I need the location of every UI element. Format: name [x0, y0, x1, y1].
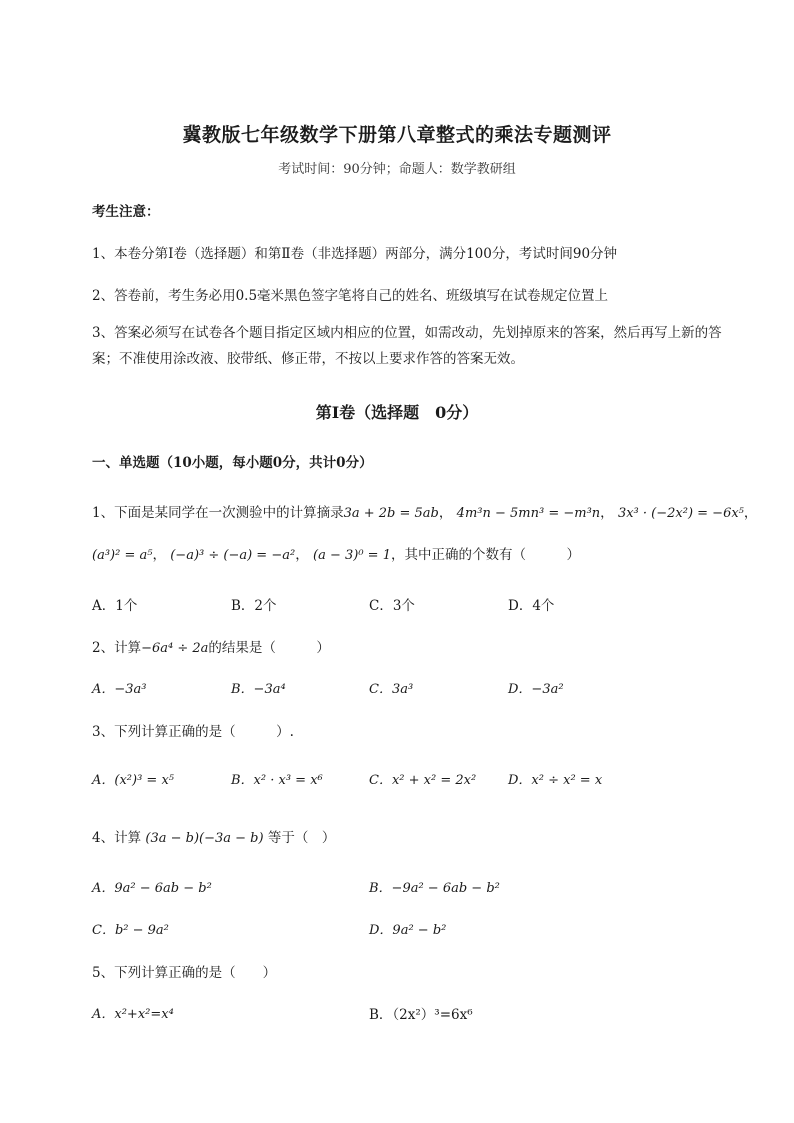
question-1-option-a[interactable]: A．1个 — [92, 598, 138, 614]
question-1-option-d[interactable]: D．4个 — [508, 598, 555, 614]
question-4-option-d[interactable]: D．9a² − b² — [369, 923, 447, 938]
question-2-line — [92, 636, 330, 656]
question-1-expr-1: 3a + 2b = 5ab — [343, 506, 439, 521]
question-2-stem: 2、计算 — [92, 640, 142, 656]
question-3-stem: 3、下列计算正确的是（ ）. — [92, 724, 294, 740]
question-4-option-c[interactable]: C．b² − 9a² — [92, 923, 169, 938]
exam-subtitle: 考试时间：90分钟；命题人：数学教研组 — [278, 162, 516, 177]
question-1-expr-3: 3x³ · (−2x²) = −6x⁵ — [617, 506, 744, 521]
question-3-option-b[interactable]: B．x² · x³ = x⁶ — [231, 773, 323, 788]
part-heading: 一、单选题（10小题，每小题0分，共计0分） — [92, 455, 373, 471]
question-1-expr-6: (a − 3)⁰ = 1 — [313, 548, 391, 563]
question-2-option-b[interactable]: B．−3a⁴ — [231, 682, 286, 697]
section-title: 第I卷（选择题 0分） — [315, 403, 479, 422]
question-1-expr-5: (−a)³ ÷ (−a) = −a² — [170, 548, 296, 563]
question-3-option-a[interactable]: A．(x²)³ = x⁵ — [92, 773, 174, 788]
exam-title: 冀教版七年级数学下册第八章整式的乘法专题测评 — [182, 124, 612, 146]
question-2-stem-end: 的结果是（ ） — [208, 640, 330, 656]
question-2-option-a[interactable]: A．−3a³ — [92, 682, 147, 697]
notice-item-2: 2、答卷前，考生务必用0.5毫米黑色签字笔将自己的姓名、班级填写在试卷规定位置上 — [92, 288, 609, 304]
question-1-stem-end: ，其中正确的个数有（ ） — [390, 547, 580, 563]
question-1-expr-4: (a³)² = a⁵ — [92, 548, 153, 563]
question-1-line-1: 1、下面是某同学在一次测验中的计算摘录3a + 2b = 5ab， 4m³n − 5mn³ = −m³n， 3x³ · (−2x²) = −6x⁵， — [92, 505, 758, 521]
question-1-option-b[interactable]: B．2个 — [231, 598, 277, 614]
question-3-option-c[interactable]: C．x² + x² = 2x² — [369, 773, 477, 788]
question-3-option-d[interactable]: D．x² ÷ x² = x — [508, 773, 603, 788]
notice-item-1: 1、本卷分第I卷（选择题）和第Ⅱ卷（非选择题）两部分，满分100分，考试时间90分钟 — [92, 246, 618, 262]
question-5-option-a[interactable]: A．x²+x²=x⁴ — [92, 1007, 174, 1022]
question-4-stem-end: 等于（ ） — [267, 830, 336, 846]
question-5-stem: 5、下列计算正确的是（ ） — [92, 965, 277, 981]
question-1-option-c[interactable]: C．3个 — [369, 598, 415, 614]
question-2-option-c[interactable]: C．3a³ — [369, 682, 414, 697]
question-4-option-b[interactable]: B．−9a² − 6ab − b² — [369, 881, 500, 896]
notice-heading: 考生注意： — [92, 204, 160, 220]
question-4-option-a[interactable]: A．9a² − 6ab − b² — [92, 881, 212, 896]
question-2-expr: −6a⁴ ÷ 2a — [141, 641, 209, 656]
question-4-expr: (3a − b)(−3a − b) — [145, 831, 264, 846]
question-4-stem: 4、计算 — [92, 830, 142, 846]
question-4-line — [92, 826, 335, 846]
question-1-expr-2: 4m³n − 5mn³ = −m³n — [456, 506, 601, 521]
question-1-stem: 1、下面是某同学在一次测验中的计算摘录 — [92, 505, 344, 521]
question-5-option-b[interactable]: B．（2x²）³=6x⁶ — [369, 1007, 473, 1023]
question-2-option-d[interactable]: D．−3a² — [508, 682, 564, 697]
notice-item-3: 3、答案必须写在试卷各个题目指定区域内相应的位置，如需改动，先划掉原来的答案，然后再写上新的答案；不准使用涂改液、胶带纸、修正带，不按以上要求作答的答案无效。 — [92, 325, 722, 367]
question-1-line-2: (a³)² = a⁵， (−a)³ ÷ (−a) = −a²， (a − 3)⁰ = 1，其中正确的个数有（ ） — [92, 547, 580, 563]
